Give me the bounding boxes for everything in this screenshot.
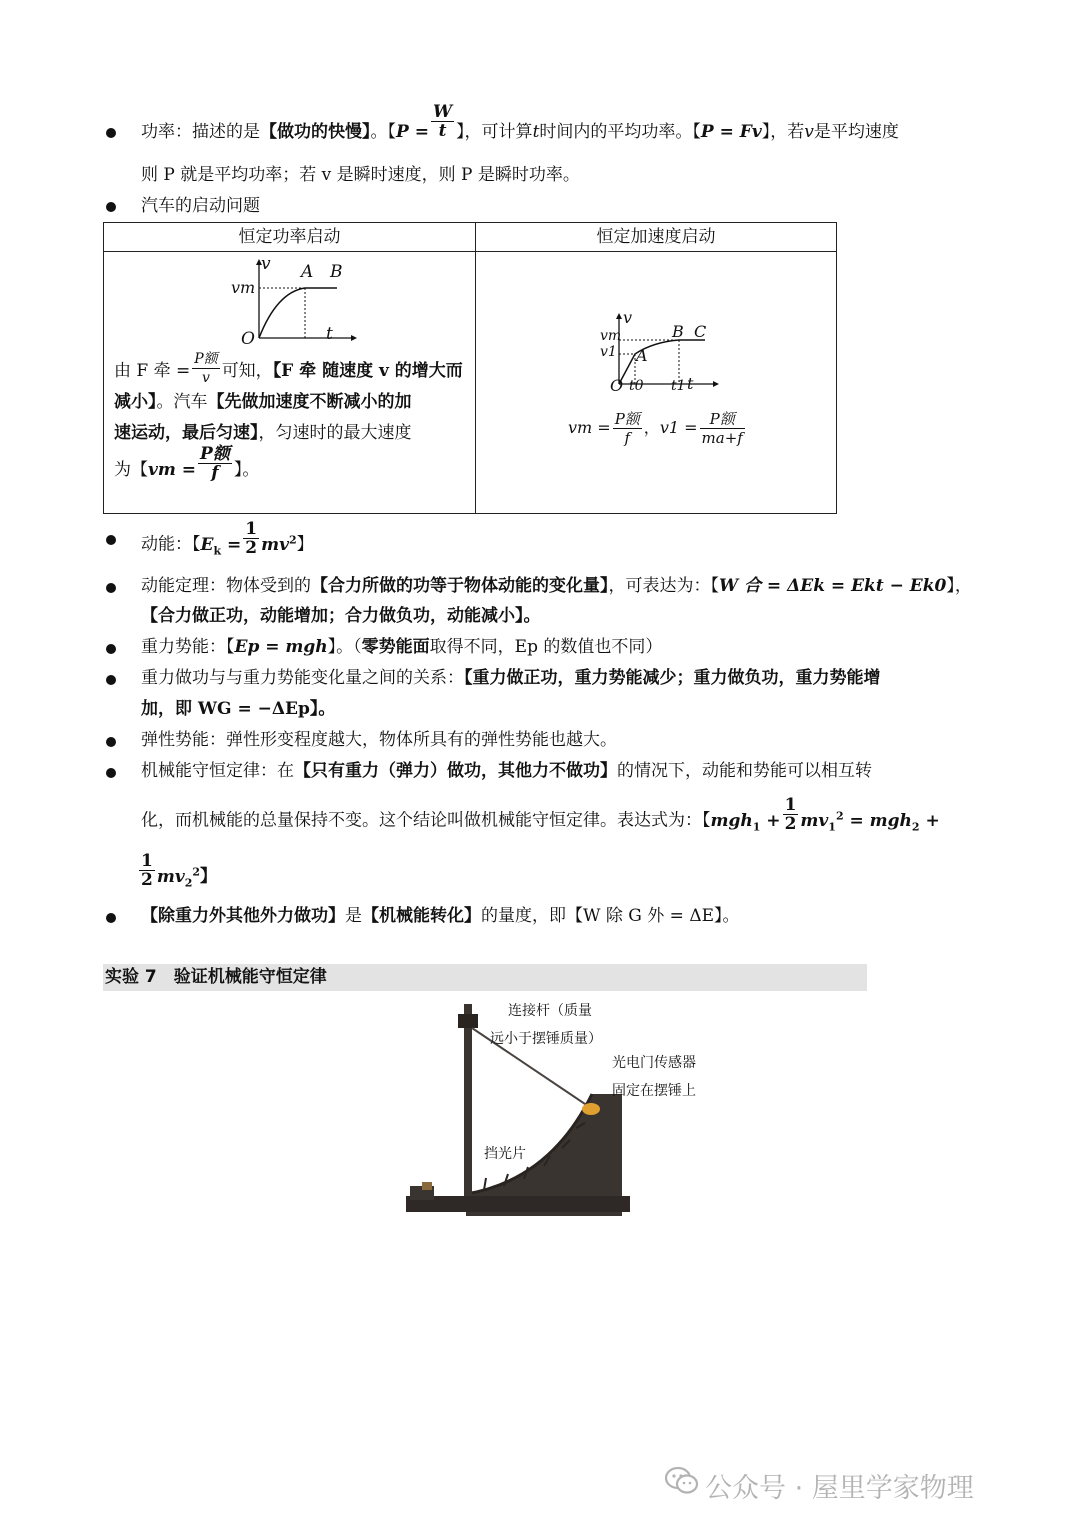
bullet-dot	[106, 644, 116, 654]
graph2-v1: v1	[600, 344, 617, 360]
conservation-line-2: 化，而机械能的总量保持不变。这个结论叫做机械能守恒定律。表达式为：【mgh$_1$ + $\frac{1}{2}$ $mv_1^2 = mgh_2$ +	[141, 794, 940, 834]
bullet-dot	[106, 128, 116, 138]
graph1-vm: vm	[231, 278, 256, 297]
bullet-dot	[106, 583, 116, 593]
graph2-t0: t0	[629, 378, 644, 394]
label-rod-1: 连接杆（质量	[508, 1003, 592, 1019]
graph1-v: v	[261, 254, 271, 274]
graph2-t1: t1	[671, 378, 686, 394]
graph2-o: O	[610, 376, 624, 395]
constant-acceleration-formula: vm = $\frac{\text{P额}}{f}$ ，v1 = $\frac{\text{P额}}{ma+f}$	[568, 410, 743, 447]
label-sensor-2: 固定在摆锤上	[612, 1083, 696, 1099]
graph1-o: O	[241, 329, 255, 349]
graph2-v: v	[623, 308, 633, 327]
elastic-line: 弹性势能：弹性形变程度越大，物体所具有的弹性势能也越大。	[141, 730, 617, 750]
graph2-a: A	[636, 346, 648, 365]
bullet-dot	[106, 768, 116, 778]
theorem-line-1: 动能定理：物体受到的【合力所做的功等于物体动能的变化量】，可表达为：【W 合 = ΔEk = Ekt − Ek0】，	[141, 576, 972, 596]
graph2-t: t	[687, 374, 694, 393]
bullet-dot	[106, 737, 116, 747]
gravity-work-line-1: 重力做功与与重力势能变化量之间的关系：【重力做正功，重力势能减少；重力做负功，重力势能增	[141, 668, 881, 688]
header-constant-power: 恒定功率启动	[104, 223, 476, 252]
header-constant-acceleration: 恒定加速度启动	[476, 223, 837, 252]
bullet-dot	[106, 202, 116, 212]
graph2-c: C	[694, 322, 707, 341]
section-title: 实验 7 验证机械能守恒定律	[103, 964, 867, 991]
cell-constant-power	[104, 252, 476, 514]
bullet-dot	[106, 535, 116, 545]
bullet-dot	[106, 913, 116, 923]
kinetic-energy-line: 动能：【$E_k$ = $\frac{1}{2}$ $mv^2$】	[141, 518, 314, 558]
cell-constant-acceleration	[476, 252, 837, 514]
power-fraction: $\frac{W}{t}$	[432, 102, 453, 141]
conservation-line-1: 机械能守恒定律：在【只有重力（弹力）做功，其他力不做功】的情况下，动能和势能可以相互转	[141, 761, 872, 781]
graph2-vm: vm	[600, 328, 622, 344]
label-sensor-1: 光电门传感器	[612, 1055, 696, 1071]
car-start-table	[103, 222, 837, 514]
label-rod-2: 远小于摆锤质量）	[490, 1031, 602, 1047]
constant-power-text: 由 F 牵 = $\frac{\text{P额}}{v}$ 可知，【F 牵 随速度 v 的增大而 减小】。汽车【先做加速度不断减小的加 速运动，最后匀速】，匀速时的最大速度 为【vm = $\frac{\text{P额}}{f}$ 】。	[114, 351, 463, 483]
gravity-work-line-2: 加，即 WG = −ΔEp】。	[141, 699, 336, 719]
wechat-icon	[665, 1466, 699, 1496]
graph1-t: t	[326, 324, 333, 344]
power-line-1: 功率：描述的是【做功的快慢】。【P = $\frac{W}{t}$ 】，可计算t时间内的平均功率。【P = Fv】，若v是平均速度	[141, 102, 899, 142]
car-start-title: 汽车的启动问题	[141, 196, 260, 216]
graph1-b: B	[330, 262, 343, 282]
power-line-2: 则 P 就是平均功率；若 v 是瞬时速度，则 P 是瞬时功率。	[141, 165, 580, 185]
watermark-text: 公众号 · 屋里学家物理	[705, 1473, 974, 1504]
theorem-line-2: 【合力做正功，动能增加；合力做负功，动能减小】。	[141, 606, 541, 626]
conservation-line-3: $\frac{1}{2}$ $mv_2^2$】	[141, 850, 218, 890]
graph2-b: B	[672, 322, 684, 341]
bullet-dot	[106, 675, 116, 685]
graph1-a: A	[301, 262, 314, 282]
label-shade: 挡光片	[484, 1146, 526, 1162]
gravity-pe-line: 重力势能：【Ep = mgh】。（零势能面取得不同，Ep 的数值也不同）	[141, 637, 663, 657]
other-work-line: 【除重力外其他外力做功】是【机械能转化】的量度，即【W 除 G 外 = ΔE】。	[141, 906, 740, 926]
